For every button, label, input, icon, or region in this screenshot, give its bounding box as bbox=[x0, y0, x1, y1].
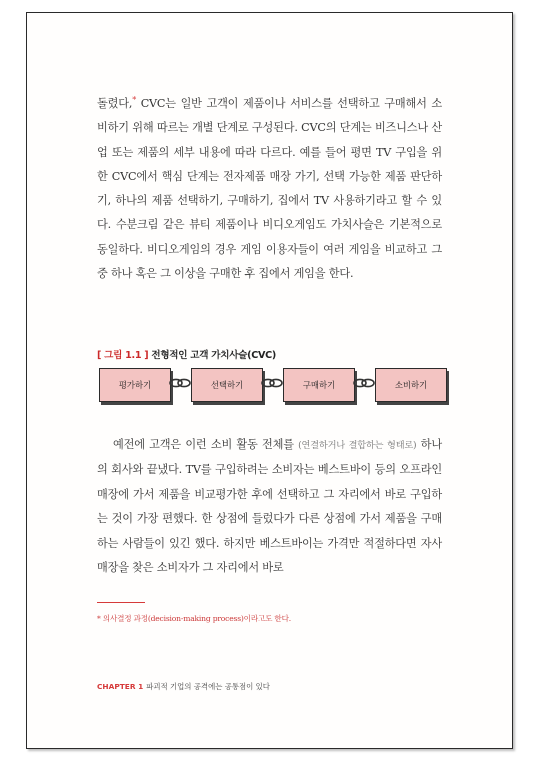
chapter-title: 파괴적 기업의 공격에는 공통점이 있다 bbox=[146, 682, 270, 691]
paragraph-2-aside: (연결하거나 결합하는 형태로) bbox=[298, 440, 417, 451]
chain-link-icon bbox=[353, 376, 375, 390]
cvc-step-evaluate: 평가하기 bbox=[99, 368, 171, 402]
paragraph-2-text-b: 하나의 회사와 끝냈다. TV를 구입하려는 소비자는 베스트바이 등의 오프라인 매장에 가서 제품을 비교평가한 후에 선택하고 그 자리에서 바로 구입하는 것이 가장 편했다. 한 상점에 들렀다가 다른 상점에 가서 제품을 구매하는 사람들이 있긴 했다. 하지만 베스트바이는 가격만 적절하다면 자사 매장을 찾은 소비자가 그 자리에서 바로 bbox=[97, 438, 442, 575]
chapter-label: CHAPTER 1 bbox=[97, 682, 144, 691]
footnote-divider bbox=[97, 602, 145, 603]
footnote-marker: * bbox=[132, 95, 136, 105]
figure-caption bbox=[97, 347, 276, 361]
chain-link-icon bbox=[169, 376, 191, 390]
figure-number: [ 그림 1.1 ] bbox=[97, 350, 149, 361]
cvc-step-purchase: 구매하기 bbox=[283, 368, 355, 402]
paragraph-1-text: CVC는 일반 고객이 제품이나 서비스를 선택하고 구매해서 소비하기 위해 따르는 개별 단계로 구성된다. CVC의 단계는 비즈니스나 산업 또는 제품의 세부 내용에 따라 다르다. 예를 들어 평면 TV 구입을 위한 CVC에서 핵심 단계는 전자제품 매장 가기, 선택 가능한 제품 판단하기, 하나의 제품 선택하기, 구매하기, 집에서 TV 사용하기라고 할 수 있다. 수분크림 같은 뷰티 제품이나 비디오게임도 가치사슬은 기본적으로 동일하다. 비디오게임의 경우 게임 이용자들이 여러 게임을 비교하고 그중 하나 혹은 그 이상을 구매한 후 집에서 게임을 한다. bbox=[97, 97, 443, 281]
running-footer bbox=[97, 681, 270, 692]
body-paragraph-2 bbox=[97, 433, 442, 580]
paragraph-lead: 돌렸다, bbox=[97, 97, 133, 110]
footnote: * 의사결정 과정(decision-making process)이라고도 한다. bbox=[97, 614, 291, 623]
cvc-step-consume: 소비하기 bbox=[375, 368, 447, 402]
chain-link-icon bbox=[261, 376, 283, 390]
cvc-diagram bbox=[97, 365, 447, 409]
body-paragraph-1 bbox=[97, 92, 442, 286]
paragraph-2-text-a: 예전에 고객은 이런 소비 활동 전체를 bbox=[113, 438, 294, 451]
figure-title: 전형적인 고객 가치사슬(CVC) bbox=[151, 350, 276, 361]
cvc-step-select: 선택하기 bbox=[191, 368, 263, 402]
